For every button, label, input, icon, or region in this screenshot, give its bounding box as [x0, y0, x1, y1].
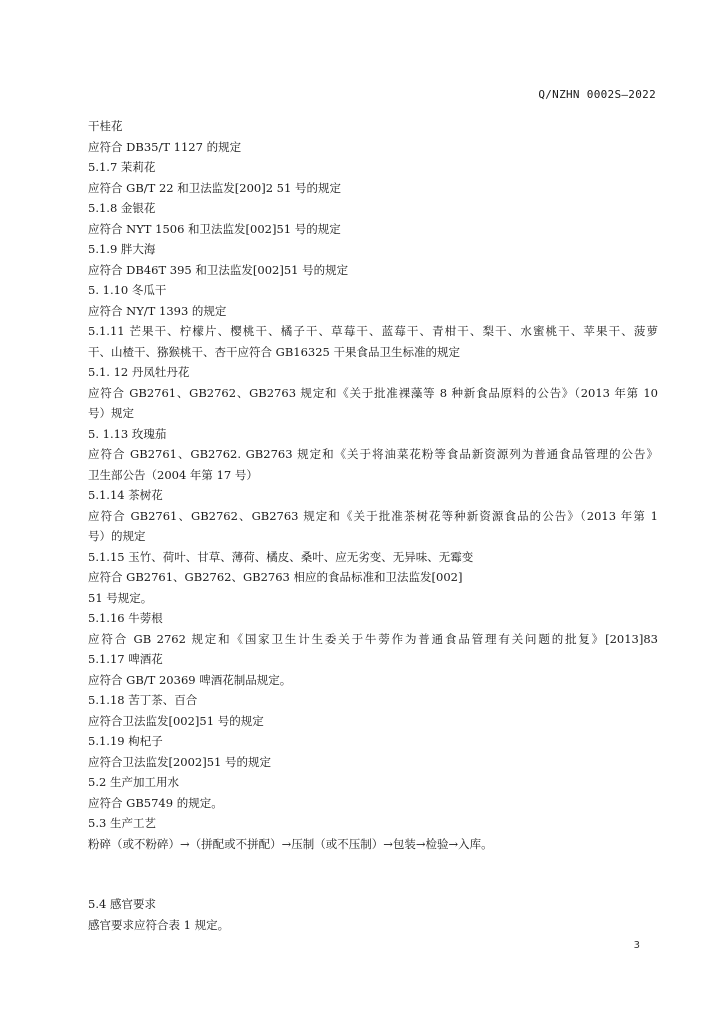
text-line: 应符合 GB 2762 规定和《国家卫生计生委关于牛蒡作为普通食品管理有关问题的批复》[2013]83: [88, 631, 658, 646]
body-text-block: [88, 894, 658, 935]
page-number: 3: [633, 940, 640, 951]
text-line: 51 号规定。: [88, 590, 153, 605]
text-line: 5.1.11 芒果干、柠檬片、樱桃干、橘子干、草莓干、蓝莓干、青柑干、梨干、水蜜桃干、苹果干、菠萝: [88, 324, 658, 338]
document-body: [88, 116, 658, 935]
text-line: 应符合卫法监发[2002]51 号的规定: [88, 754, 272, 769]
text-line: 应符合 GB/T 22 和卫法监发[200]2 51 号的规定: [88, 180, 341, 195]
text-line: 干、山楂干、猕猴桃干、杏干应符合 GB16325 干果食品卫生标准的规定: [88, 344, 461, 359]
text-line: 5.1.19 枸杞子: [88, 734, 163, 748]
text-line: 应符合 NY/T 1393 的规定: [88, 303, 227, 318]
text-line: 5.1.17 啤酒花: [88, 652, 163, 666]
text-line: 5.3 生产工艺: [88, 816, 156, 830]
text-line: 5.1. 12 丹凤牡丹花: [88, 365, 190, 379]
text-line: 5.1.8 金银花: [88, 201, 156, 215]
text-line: 5.1.9 胖大海: [88, 242, 156, 256]
text-line: 卫生部公告（2004 年第 17 号）: [88, 467, 258, 482]
text-line: 号）的规定: [88, 529, 146, 543]
text-line: 5. 1.13 玫瑰茄: [88, 426, 167, 441]
paragraph-gap: [88, 854, 658, 894]
text-line: 感官要求应符合表 1 规定。: [88, 917, 230, 932]
text-line: 应符合 GB/T 20369 啤酒花制品规定。: [88, 672, 292, 687]
text-line: 5.1.7 茉莉花: [88, 160, 156, 174]
text-line: 5. 1.10 冬瓜干: [88, 283, 167, 297]
text-line: 干桂花: [88, 119, 123, 133]
text-line: 号）规定: [88, 406, 134, 420]
text-line: 应符合 GB5749 的规定。: [88, 795, 223, 810]
text-line: 5.1.14 茶树花: [88, 488, 163, 502]
text-line: 应符合 GB2761、GB2762、GB2763 规定和《关于批准裸藻等 8 种新食品原料的公告》（2013 年第 10: [88, 385, 658, 400]
text-line: 应符合 GB2761、GB2762、GB2763 规定和《关于批准茶树花等种新资源食品的公告》（2013 年第 1: [88, 508, 658, 523]
text-line: 5.1.16 牛蒡根: [88, 611, 163, 625]
text-line: 应符合 GB2761、GB2762. GB2763 规定和《关于将油菜花粉等食品新资源列为普通食品管理的公告》: [88, 447, 658, 461]
text-line: 应符合卫法监发[002]51 号的规定: [88, 713, 264, 728]
text-line: 粉碎（或不粉碎）→（拼配或不拼配）→压制（或不压制）→包装→检验→入库。: [88, 836, 493, 851]
text-line: 应符合 GB2761、GB2762、GB2763 相应的食品标准和卫法监发[002]: [88, 570, 463, 584]
text-line: 5.4 感官要求: [88, 897, 156, 911]
text-line: 应符合 DB46T 395 和卫法监发[002]51 号的规定: [88, 262, 349, 277]
document-code-header: Q/NZHN 0002S—2022: [538, 88, 656, 101]
text-line: 5.1.15 玉竹、荷叶、甘草、薄荷、橘皮、桑叶、应无劣变、无异味、无霉变: [88, 549, 474, 564]
body-text-block: [88, 116, 658, 854]
text-line: 5.2 生产加工用水: [88, 775, 179, 789]
text-line: 5.1.18 苦丁茶、百合: [88, 693, 198, 707]
text-line: 应符合 DB35/T 1127 的规定: [88, 139, 242, 154]
text-line: 应符合 NYT 1506 和卫法监发[002]51 号的规定: [88, 221, 341, 236]
